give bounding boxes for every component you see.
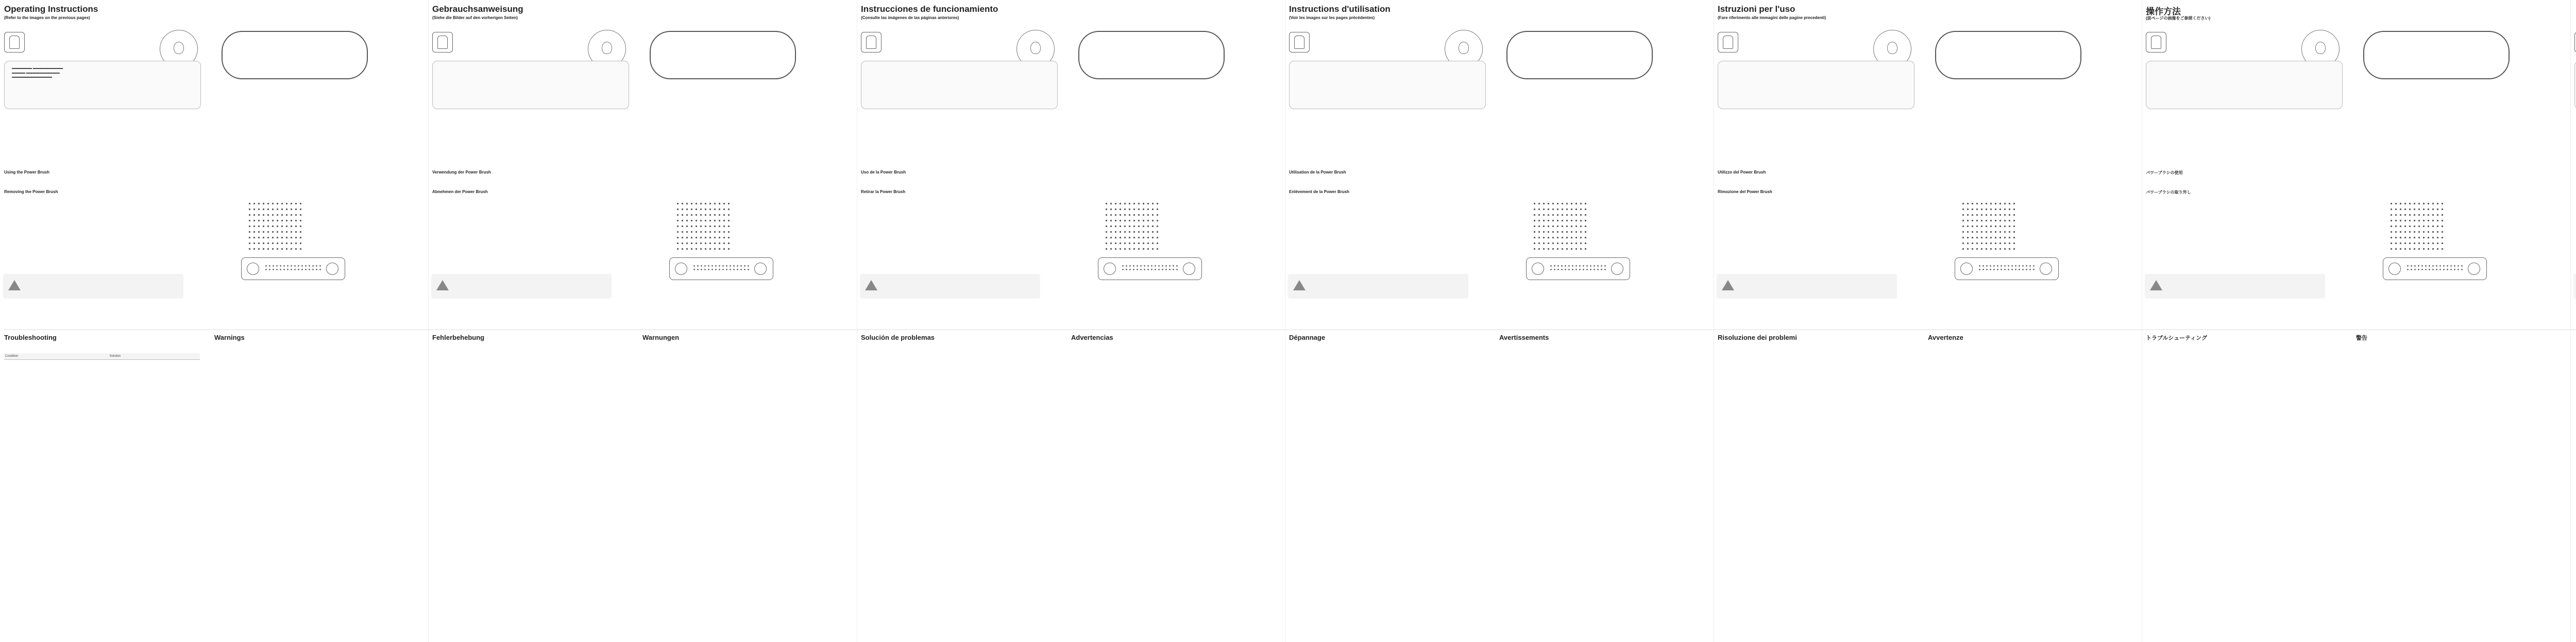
device-illustration [1078, 31, 1225, 79]
section-heading: Abnehmen der Power Brush [432, 189, 488, 194]
column-subtitle: (前ページの画像をご参照ください) [2146, 16, 2211, 21]
column-subtitle: (Voir les images sur les pages précédentes) [1289, 15, 1375, 20]
control-panel-illustration [2383, 257, 2487, 280]
warnings-heading: Avertissements [1499, 334, 1549, 341]
warning-note [1717, 274, 1897, 299]
section-heading: パワーブラシの取り外し [2146, 190, 2191, 195]
dot-matrix-graphic [1104, 201, 1161, 250]
language-column-es [857, 0, 1265, 329]
column-subtitle: (Refer to the images on the previous pages) [4, 15, 90, 20]
troubleshooting-heading: Solución de problemas [861, 334, 935, 341]
warnings-heading: Advertencias [1071, 334, 1113, 341]
device-illustration [1935, 31, 2081, 79]
section-heading: Uso de la Power Brush [861, 170, 906, 175]
section-heading: パワーブラシの使用 [2146, 170, 2183, 175]
warning-note [431, 274, 612, 299]
column-title: 操作方法 [2146, 7, 2181, 16]
device-illustration [1506, 31, 1653, 79]
troubleshooting-table [4, 353, 200, 360]
info-card: ▬▬▬▬▬▬ ▬▬▬▬▬▬▬▬▬ ▬▬▬▬ ▬▬▬▬▬▬▬▬▬▬ ▬▬▬▬▬▬▬▬▬▬▬▬ [4, 61, 201, 109]
info-card [432, 61, 629, 109]
troubleshooting-heading: Risoluzione dei problemi [1718, 334, 1797, 341]
column-title: Instructions d'utilisation [1289, 4, 1391, 14]
warning-note [2573, 274, 2576, 299]
section-divider [4, 329, 2576, 330]
warning-icon [1722, 280, 1734, 290]
column-title: Operating Instructions [4, 4, 98, 14]
column-title: Instrucciones de funcionamiento [861, 4, 998, 14]
control-panel-illustration [669, 257, 773, 280]
language-column-en [0, 0, 408, 329]
warning-note [3, 274, 183, 299]
control-panel-illustration [241, 257, 345, 280]
device-illustration [650, 31, 796, 79]
section-heading: Verwendung der Power Brush [432, 170, 491, 175]
warnings-heading: Warnings [214, 334, 245, 341]
dot-matrix-graphic [675, 201, 732, 250]
info-card [1289, 61, 1486, 109]
language-column-ar [2570, 0, 2576, 329]
hand-icon [2146, 32, 2166, 53]
section-heading: Removing the Power Brush [4, 189, 58, 194]
hand-icon [1289, 32, 1310, 53]
hand-icon [1718, 32, 1738, 53]
column-title: Gebrauchsanweisung [432, 4, 523, 14]
column-title: Istruzioni per l'uso [1718, 4, 1795, 14]
warning-icon [2150, 280, 2162, 290]
warnings-heading: Avvertenze [1928, 334, 1963, 341]
section-heading: Utilisation de la Power Brush [1289, 170, 1346, 175]
warnings-heading: 警告 [2356, 335, 2367, 341]
table-header-solution: Solution [109, 353, 200, 360]
language-column-de [428, 0, 836, 329]
warning-note [1288, 274, 1468, 299]
info-card [861, 61, 1058, 109]
column-subtitle: (Consulte las imágenes de las páginas anteriores) [861, 15, 959, 20]
language-column-it [1714, 0, 2122, 329]
dot-matrix-graphic [2389, 201, 2446, 250]
hand-icon [4, 32, 25, 53]
section-heading: Using the Power Brush [4, 170, 50, 175]
table-header-condition: Condition [4, 353, 109, 360]
warning-icon [436, 280, 449, 290]
control-panel-illustration [1098, 257, 1202, 280]
column-subtitle: (Fare riferimento alle immagini delle pagine precedenti) [1718, 15, 1826, 20]
troubleshooting-heading: トラブルシューティング [2146, 335, 2207, 341]
troubleshooting-heading: Fehlerbehebung [432, 334, 485, 341]
column-subtitle: (Siehe die Bilder auf den vorherigen Seiten) [432, 15, 518, 20]
section-heading: Utilizzo del Power Brush [1718, 170, 1766, 175]
warning-note [2145, 274, 2325, 299]
troubleshooting-heading: Troubleshooting [4, 334, 57, 341]
dot-matrix-graphic [247, 201, 304, 250]
section-heading: Enlèvement de la Power Brush [1289, 189, 1349, 194]
troubleshooting-heading: Dépannage [1289, 334, 1326, 341]
warning-icon [1293, 280, 1306, 290]
info-card [2146, 61, 2343, 109]
info-card [1718, 61, 1914, 109]
dot-matrix-graphic [1961, 201, 2018, 250]
warning-note [860, 274, 1040, 299]
warning-icon [8, 280, 21, 290]
device-illustration [222, 31, 368, 79]
control-panel-illustration [1526, 257, 1630, 280]
warning-icon [865, 280, 877, 290]
hand-icon [861, 32, 882, 53]
section-heading: Retirar la Power Brush [861, 189, 906, 194]
dot-matrix-graphic [1532, 201, 1589, 250]
device-illustration [2363, 31, 2510, 79]
warnings-heading: Warnungen [642, 334, 680, 341]
control-panel-illustration [1955, 257, 2059, 280]
language-column-fr [1285, 0, 1693, 329]
hand-icon [432, 32, 453, 53]
section-heading: Rimozione del Power Brush [1718, 189, 1772, 194]
language-column-ja [2142, 0, 2550, 329]
